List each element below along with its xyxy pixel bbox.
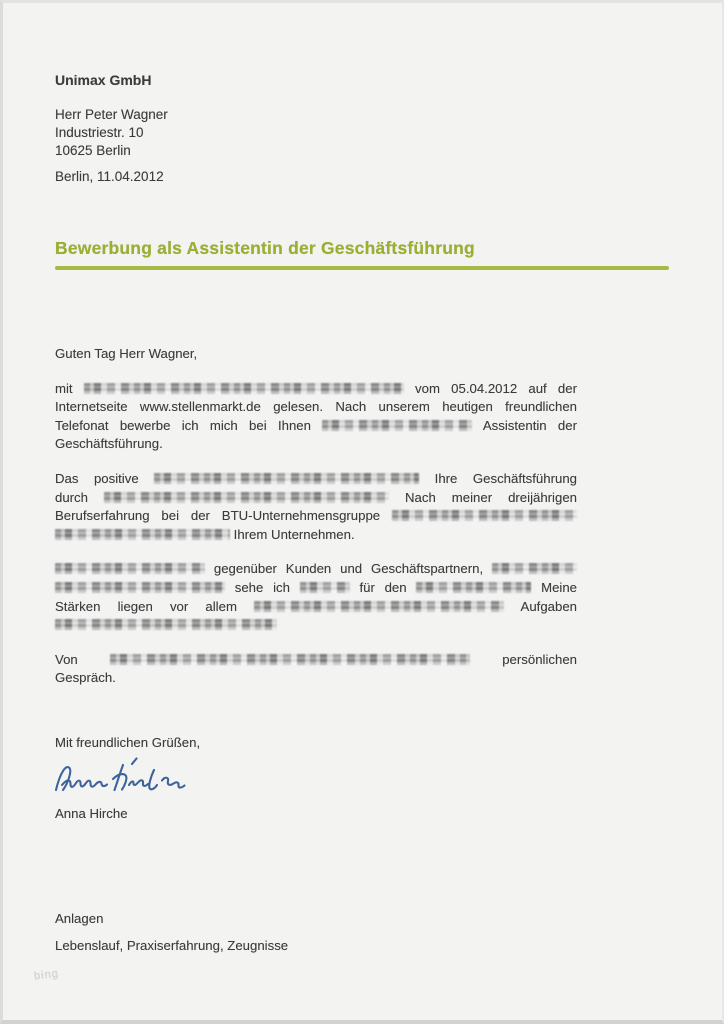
body-line: Berufserfahrung bei der BTU-Unternehmensgruppe	[55, 507, 577, 526]
recipient-line: Industriestr. 10	[55, 125, 144, 140]
signature-stroke	[56, 767, 107, 790]
redacted-text	[55, 529, 230, 540]
redacted-text	[492, 563, 577, 574]
body-line: Von persönlichen	[55, 651, 577, 667]
body-line: Stärken liegen vor allem Aufgaben	[55, 598, 577, 614]
signature-handwriting	[53, 757, 203, 803]
redacted-text	[416, 582, 531, 593]
recipient-line: Herr Peter Wagner	[55, 107, 168, 122]
redacted-text	[55, 582, 225, 593]
redacted-text	[55, 619, 277, 630]
body-paragraphs	[55, 380, 577, 688]
closing-regards: Mit freundlichen Grüßen,	[55, 735, 201, 750]
body-line: gegenüber Kunden und Geschäftspartnern,	[55, 560, 577, 579]
body-line: sehe ich für den Meine	[55, 579, 577, 598]
body-paragraph	[55, 470, 577, 544]
attachments-label: Anlagen	[55, 911, 104, 926]
redacted-text	[300, 582, 350, 593]
closing-block	[55, 733, 203, 823]
signature-stroke	[113, 759, 185, 791]
recipient-block	[55, 106, 168, 160]
body-line	[55, 616, 577, 635]
redacted-text	[55, 563, 205, 574]
body-line: Geschäftsführung.	[55, 436, 163, 452]
watermark: bing	[33, 967, 60, 983]
body-line: Telefonat bewerbe ich mich bei Ihnen Assistentin der	[55, 417, 577, 433]
recipient-line: 10625 Berlin	[55, 143, 131, 158]
redacted-text	[254, 601, 504, 612]
subject-rule	[55, 266, 669, 270]
body-paragraph	[55, 651, 577, 688]
body-line: durch Nach meiner dreijährigen	[55, 489, 577, 505]
body-line: Ihrem Unternehmen.	[55, 526, 577, 545]
date-line: Berlin, 11.04.2012	[55, 169, 164, 184]
sender-company: Unimax GmbH	[55, 72, 152, 88]
attachments-items: Lebenslauf, Praxiserfahrung, Zeugnisse	[55, 938, 289, 953]
subject-title: Bewerbung als Assistentin der Geschäftsführung	[55, 238, 475, 258]
body-line: mit vom 05.04.2012 auf der	[55, 380, 577, 396]
redacted-text	[392, 510, 577, 521]
typed-name: Anna Hirche	[55, 806, 128, 821]
redacted-text	[110, 654, 470, 665]
body-paragraph	[55, 380, 577, 454]
redacted-text	[104, 492, 389, 503]
body-line: Gespräch.	[55, 670, 116, 686]
body-line: Internetseite www.stellenmarkt.de gelesen. Nach unserem heutigen freundlichen	[55, 399, 577, 415]
body-line: Das positive Ihre Geschäftsführung	[55, 470, 577, 486]
salutation: Guten Tag Herr Wagner,	[55, 346, 198, 361]
letter-body	[55, 345, 577, 704]
redacted-text	[154, 473, 419, 484]
redacted-text	[322, 420, 472, 431]
attachments-block	[55, 909, 288, 955]
subject-block	[55, 238, 669, 270]
body-paragraph	[55, 560, 577, 634]
redacted-text	[84, 383, 404, 394]
